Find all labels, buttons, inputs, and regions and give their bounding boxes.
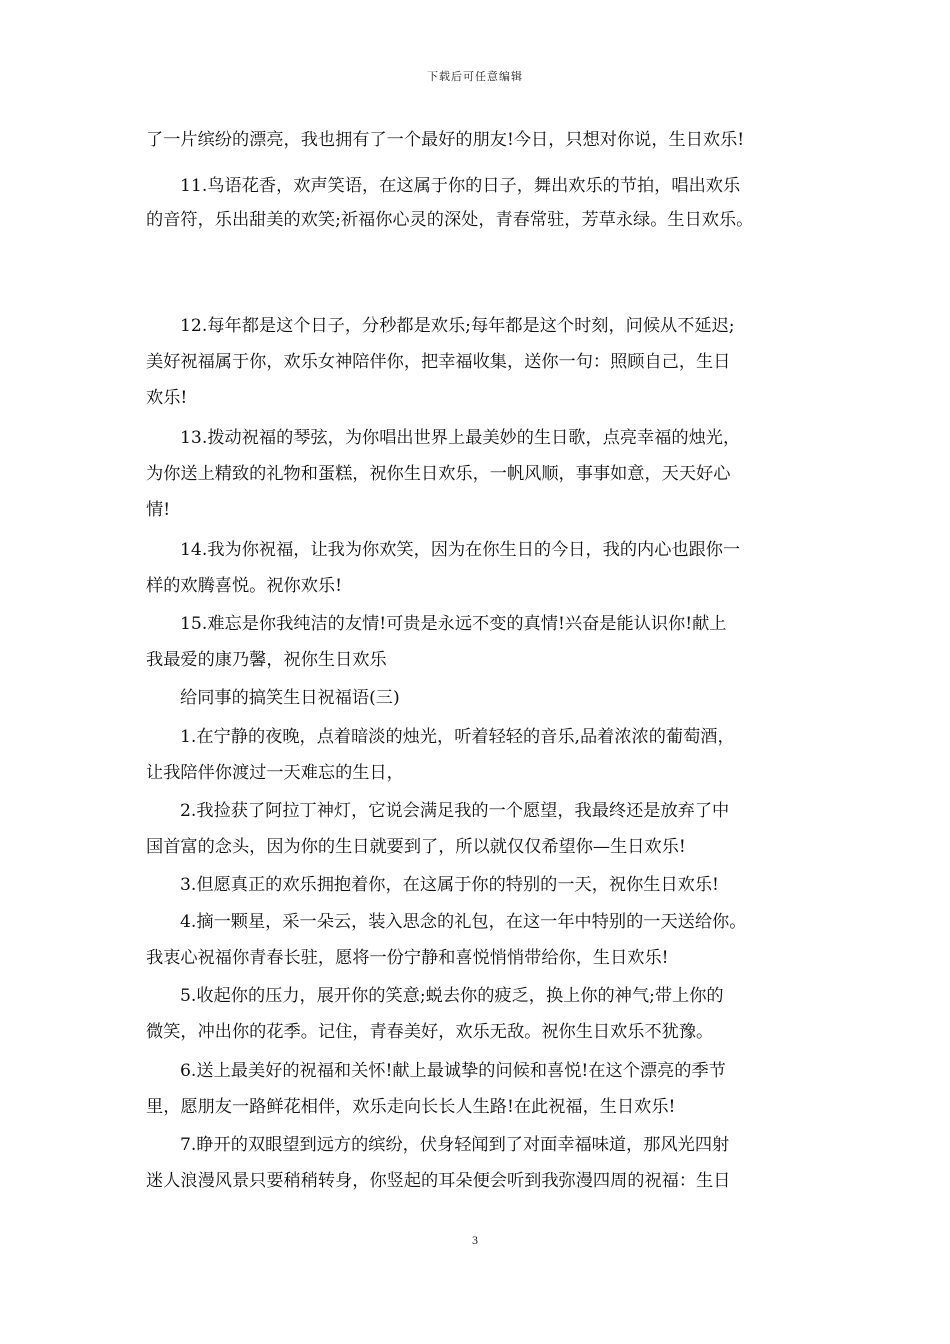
- text-line: 情!: [146, 500, 171, 520]
- text-line: 的音符，乐出甜美的欢笑;祈福你心灵的深处，青春常驻，芳草永绿。生日欢乐。: [146, 210, 754, 230]
- text-line: 2.我捡获了阿拉丁神灯，它说会满足我的一个愿望，我最终还是放弃了中: [180, 801, 730, 821]
- text-line: 1.在宁静的夜晚，点着暗淡的烛光，听着轻轻的音乐,品着浓浓的葡萄酒，: [180, 727, 735, 747]
- text-line: 13.拨动祝福的琴弦，为你唱出世界上最美妙的生日歌，点亮幸福的烛光，: [180, 428, 741, 448]
- text-line: 微笑，冲出你的花季。记住，青春美好，欢乐无敌。祝你生日欢乐不犹豫。: [146, 1022, 714, 1042]
- text-line: 美好祝福属于你，欢乐女神陪伴你，把幸福收集，送你一句：照顾自己，生日: [146, 352, 731, 372]
- text-line: 我衷心祝福你青春长驻，愿将一份宁静和喜悦悄悄带给你，生日欢乐!: [146, 948, 669, 968]
- text-line: 7.睁开的双眼望到远方的缤纷，伏身轻闻到了对面幸福味道，那风光四射: [180, 1135, 730, 1155]
- text-line: 12.每年都是这个日子，分秒都是欢乐;每年都是这个时刻，问候从不延迟;: [180, 316, 735, 336]
- text-line: 我最爱的康乃馨，祝你生日欢乐: [146, 650, 387, 670]
- text-line: 为你送上精致的礼物和蛋糕，祝你生日欢乐，一帆风顺，事事如意，天天好心: [146, 464, 731, 484]
- text-line: 样的欢腾喜悦。祝你欢乐!: [146, 576, 342, 596]
- text-line: 让我陪伴你渡过一天难忘的生日，: [146, 763, 404, 783]
- page-number: 3: [472, 1233, 478, 1247]
- text-line: 了一片缤纷的漂亮，我也拥有了一个最好的朋友!今日，只想对你说，生日欢乐!: [146, 130, 745, 150]
- text-line: 4.摘一颗星，采一朵云，装入思念的礼包，在这一年中特别的一天送给你。: [180, 912, 747, 932]
- text-line: 11.鸟语花香，欢声笑语，在这属于你的日子，舞出欢乐的节拍，唱出欢乐: [180, 176, 741, 196]
- page-header: 下载后可任意编辑: [427, 70, 523, 83]
- text-line: 欢乐!: [146, 388, 188, 408]
- text-line: 国首富的念头，因为你的生日就要到了，所以就仅仅希望你—生日欢乐!: [146, 837, 686, 857]
- text-line: 5.收起你的压力，展开你的笑意;蜕去你的疲乏，换上你的神气;带上你的: [180, 986, 724, 1006]
- text-line: 3.但愿真正的欢乐拥抱着你，在这属于你的特别的一天，祝你生日欢乐!: [180, 875, 719, 895]
- text-line: 6.送上最美好的祝福和关怀!献上最诚挚的问候和喜悦!在这个漂亮的季节: [180, 1061, 726, 1081]
- text-line: 迷人浪漫风景只要稍稍转身，你竖起的耳朵便会听到我弥漫四周的祝福：生日: [146, 1171, 731, 1191]
- section-heading: 给同事的搞笑生日祝福语(三): [180, 688, 400, 708]
- text-line: 里，愿朋友一路鲜花相伴，欢乐走向长长人生路!在此祝福，生日欢乐!: [146, 1097, 676, 1117]
- text-line: 15.难忘是你我纯洁的友情!可贵是永远不变的真情!兴奋是能认识你!献上: [180, 614, 727, 634]
- text-line: 14.我为你祝福，让我为你欢笑，因为在你生日的今日，我的内心也跟你一: [180, 540, 741, 560]
